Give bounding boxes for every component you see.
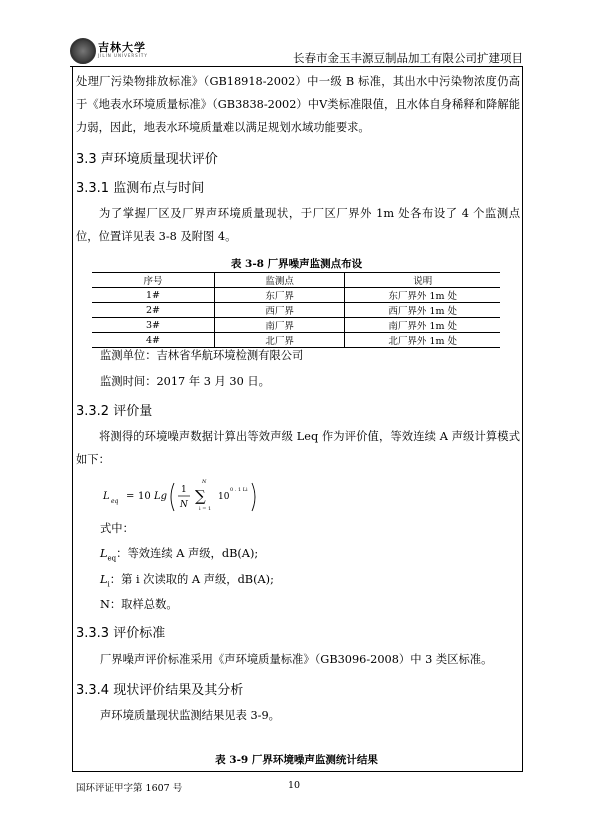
table-3-8-caption: 表 3-8 厂界噪声监测点布设: [230, 258, 363, 270]
table-header-cell: 说明: [345, 273, 500, 288]
formula-lhs-sub: eq: [111, 498, 119, 505]
section-heading-3-3-4: 3.3.4 现状评价结果及其分析: [76, 683, 244, 698]
leq-symbol-sub: eq: [107, 554, 117, 563]
formula-n: N: [180, 500, 188, 510]
table-row: [92, 288, 500, 303]
definition-leq: [100, 545, 258, 562]
li-definition-text: ：第 i 次读取的 A 声级，dB(A);: [109, 573, 274, 586]
university-logo: [70, 38, 190, 64]
monitoring-unit: 监测单位：吉林省华航环境检测有限公司: [100, 349, 304, 362]
logo-subtext: JILIN UNIVERSITY: [98, 53, 148, 58]
table-cell: 北厂界外 1m 处: [345, 333, 500, 348]
formula-sigma-icon: ∑: [195, 487, 206, 505]
formula-exponent: 0 . 1 Li: [230, 487, 248, 493]
project-title: 长春市金玉丰源豆制品加工有限公司扩建项目: [293, 51, 523, 65]
table-cell: 北厂界: [214, 333, 345, 348]
certificate-number: 国环评证甲字第 1607 号: [76, 783, 183, 794]
formula-lhs: L: [103, 491, 110, 502]
monitoring-time: 监测时间：2017 年 3 月 30 日。: [100, 375, 270, 388]
paragraph-evaluation-quantity: 将测得的环境噪声数据计算出等效声级 Leq 作为评价值，等效连续 A 声级计算模式如下：: [76, 430, 520, 466]
li-symbol: L: [100, 573, 108, 586]
table-cell: 东厂界: [214, 288, 345, 303]
table-cell: 西厂界外 1m 处: [345, 303, 500, 318]
paragraph-monitoring-layout: 为了掌握厂区及厂界声环境质量现状，于厂区厂界外 1m 处各布设了 4 个监测点位，位置详见表 3-8 及附图 4。: [76, 207, 520, 243]
section-heading-3-3: 3.3 声环境质量现状评价: [76, 152, 218, 167]
formula-equals: =: [126, 491, 135, 502]
table-row: [92, 318, 500, 333]
table-3-9-caption: 表 3-9 厂界环境噪声监测统计结果: [215, 754, 378, 766]
formula-sum-top: N: [202, 479, 207, 485]
formula-right-paren: [252, 483, 255, 511]
paragraph-wastewater: 处理厂污染物排放标准》（GB18918-2002）中一级 B 标准，其出水中污染物浓度仍高于《地表水环境质量标准》（GB3838-2002）中Ⅴ类标准限值，且水体自身稀释和降解能力弱，因此，地表水环境质量难以满足规划水域功能要求。: [76, 75, 520, 134]
table-header-row: [92, 273, 500, 288]
table-cell: 南厂界: [214, 318, 345, 333]
table-row: [92, 333, 500, 348]
leq-formula: [100, 477, 260, 517]
leq-definition-text: ：等效连续 A 声级，dB(A);: [116, 547, 259, 560]
table-cell: 南厂界外 1m 处: [345, 318, 500, 333]
li-symbol-sub: i: [107, 580, 110, 589]
table-cell: 东厂界外 1m 处: [345, 288, 500, 303]
table-row: [92, 303, 500, 318]
leq-symbol: L: [100, 547, 108, 560]
table-cell: 1#: [92, 288, 214, 303]
logo-text: 吉林大学: [98, 41, 146, 54]
formula-one: 1: [181, 485, 187, 495]
section-heading-3-3-1: 3.3.1 监测布点与时间: [76, 181, 205, 196]
section-heading-3-3-2: 3.3.2 评价量: [76, 404, 153, 419]
definition-n: N：取样总数。: [100, 598, 178, 611]
where-label: 式中：: [100, 522, 134, 535]
definition-li: [100, 571, 274, 588]
formula-ten: 10: [218, 492, 230, 502]
formula-lg: Lg: [154, 491, 168, 502]
table-cell: 西厂界: [214, 303, 345, 318]
table-header-cell: 监测点: [214, 273, 345, 288]
university-seal-icon: [70, 38, 96, 64]
table-header-cell: 序号: [92, 273, 214, 288]
table-cell: 3#: [92, 318, 214, 333]
formula-coef: 10: [138, 491, 151, 502]
table-cell: 2#: [92, 303, 214, 318]
paragraph-results: 声环境质量现状监测结果见表 3-9。: [100, 709, 280, 722]
paragraph-evaluation-standard: 厂界噪声评价标准采用《声环境质量标准》（GB3096-2008）中 3 类区标准。: [100, 653, 493, 666]
table-3-8: [92, 272, 500, 348]
formula-left-paren: [171, 483, 174, 511]
section-heading-3-3-3: 3.3.3 评价标准: [76, 626, 166, 641]
formula-sum-bottom: i = 1: [199, 506, 212, 512]
table-cell: 4#: [145, 334, 160, 346]
page-number: 10: [288, 780, 301, 791]
